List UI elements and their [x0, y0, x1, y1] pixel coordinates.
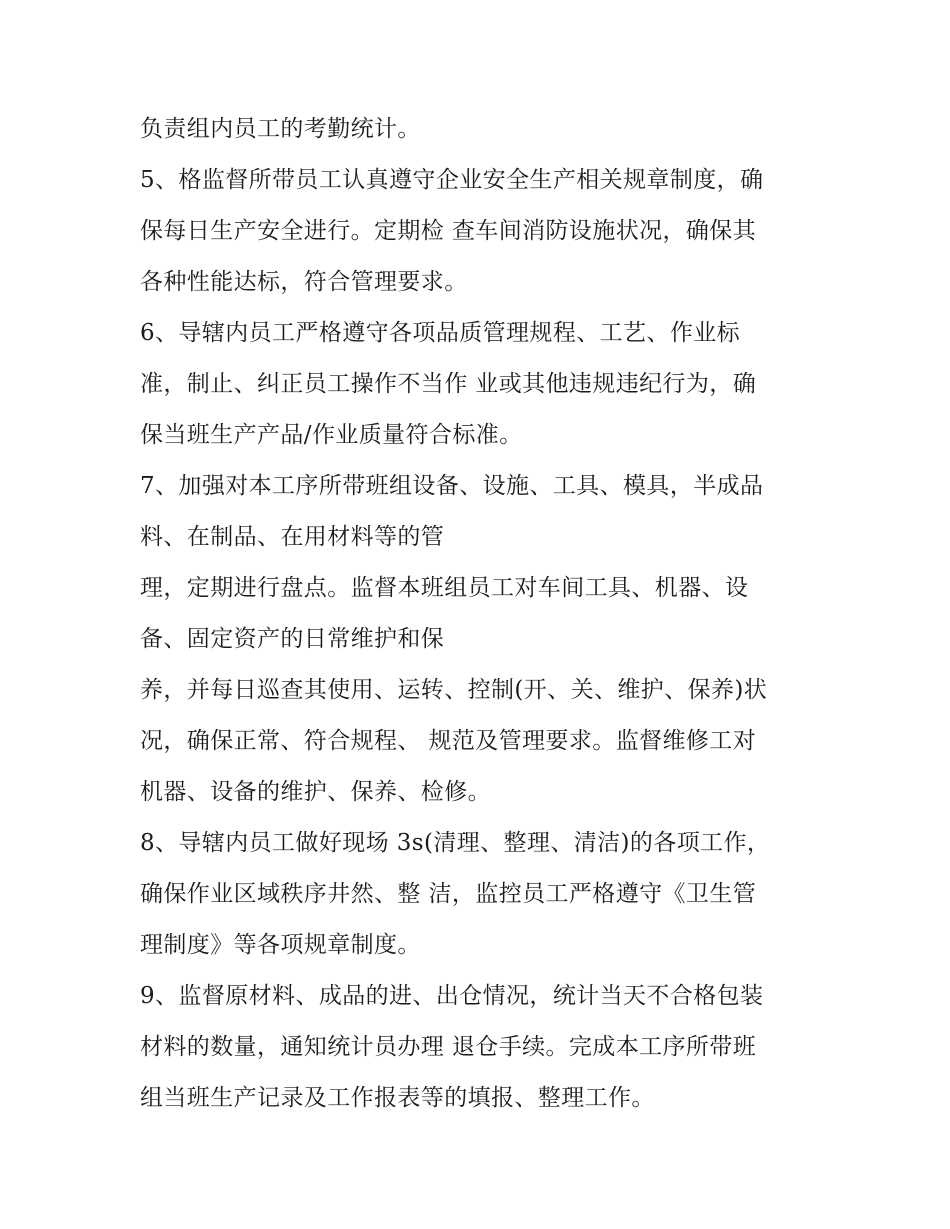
text-line: 况，确保正常、符合规程、 规范及管理要求。监督维修工对 — [140, 728, 757, 754]
text-line: 负责组内员工的考勤统计。 — [140, 116, 421, 142]
text-line: 9、监督原材料、成品的进、出仓情况，统计当天不合格包装 — [140, 983, 764, 1009]
text-line: 5、格监督所带员工认真遵守企业安全生产相关规章制度，确 — [140, 167, 764, 193]
text-line: 8、导辖内员工做好现场 3s(清理、整理、清洁)的各项工作， — [140, 830, 771, 856]
text-line: 保当班生产产品/作业质量符合标准。 — [140, 422, 523, 448]
text-line: 理制度》等各项规章制度。 — [140, 932, 421, 958]
text-line: 保每日生产安全进行。定期检 查车间消防设施状况，确保其 — [140, 218, 757, 244]
text-line: 养，并每日巡查其使用、运转、控制(开、关、维护、保养)状 — [140, 677, 768, 703]
text-line: 机器、设备的维护、保养、检修。 — [140, 779, 491, 805]
text-line: 组当班生产记录及工作报表等的填报、整理工作。 — [140, 1085, 655, 1111]
text-line: 理，定期进行盘点。监督本班组员工对车间工具、机器、设 — [140, 575, 749, 601]
text-line: 材料的数量，通知统计员办理 退仓手续。完成本工序所带班 — [140, 1034, 757, 1060]
text-line: 各种性能达标，符合管理要求。 — [140, 269, 468, 295]
text-line: 7、加强对本工序所带班组设备、设施、工具、模具，半成品 — [140, 473, 764, 499]
text-line: 准，制止、纠正员工操作不当作 业或其他违规违纪行为，确 — [140, 371, 757, 397]
text-line: 料、在制品、在用材料等的管 — [140, 524, 445, 550]
text-line: 备、固定资产的日常维护和保 — [140, 626, 445, 652]
text-line: 确保作业区域秩序井然、整 洁，监控员工严格遵守《卫生管 — [140, 881, 757, 907]
document-body — [140, 104, 820, 1124]
text-line: 6、导辖内员工严格遵守各项品质管理规程、工艺、作业标 — [140, 320, 741, 346]
